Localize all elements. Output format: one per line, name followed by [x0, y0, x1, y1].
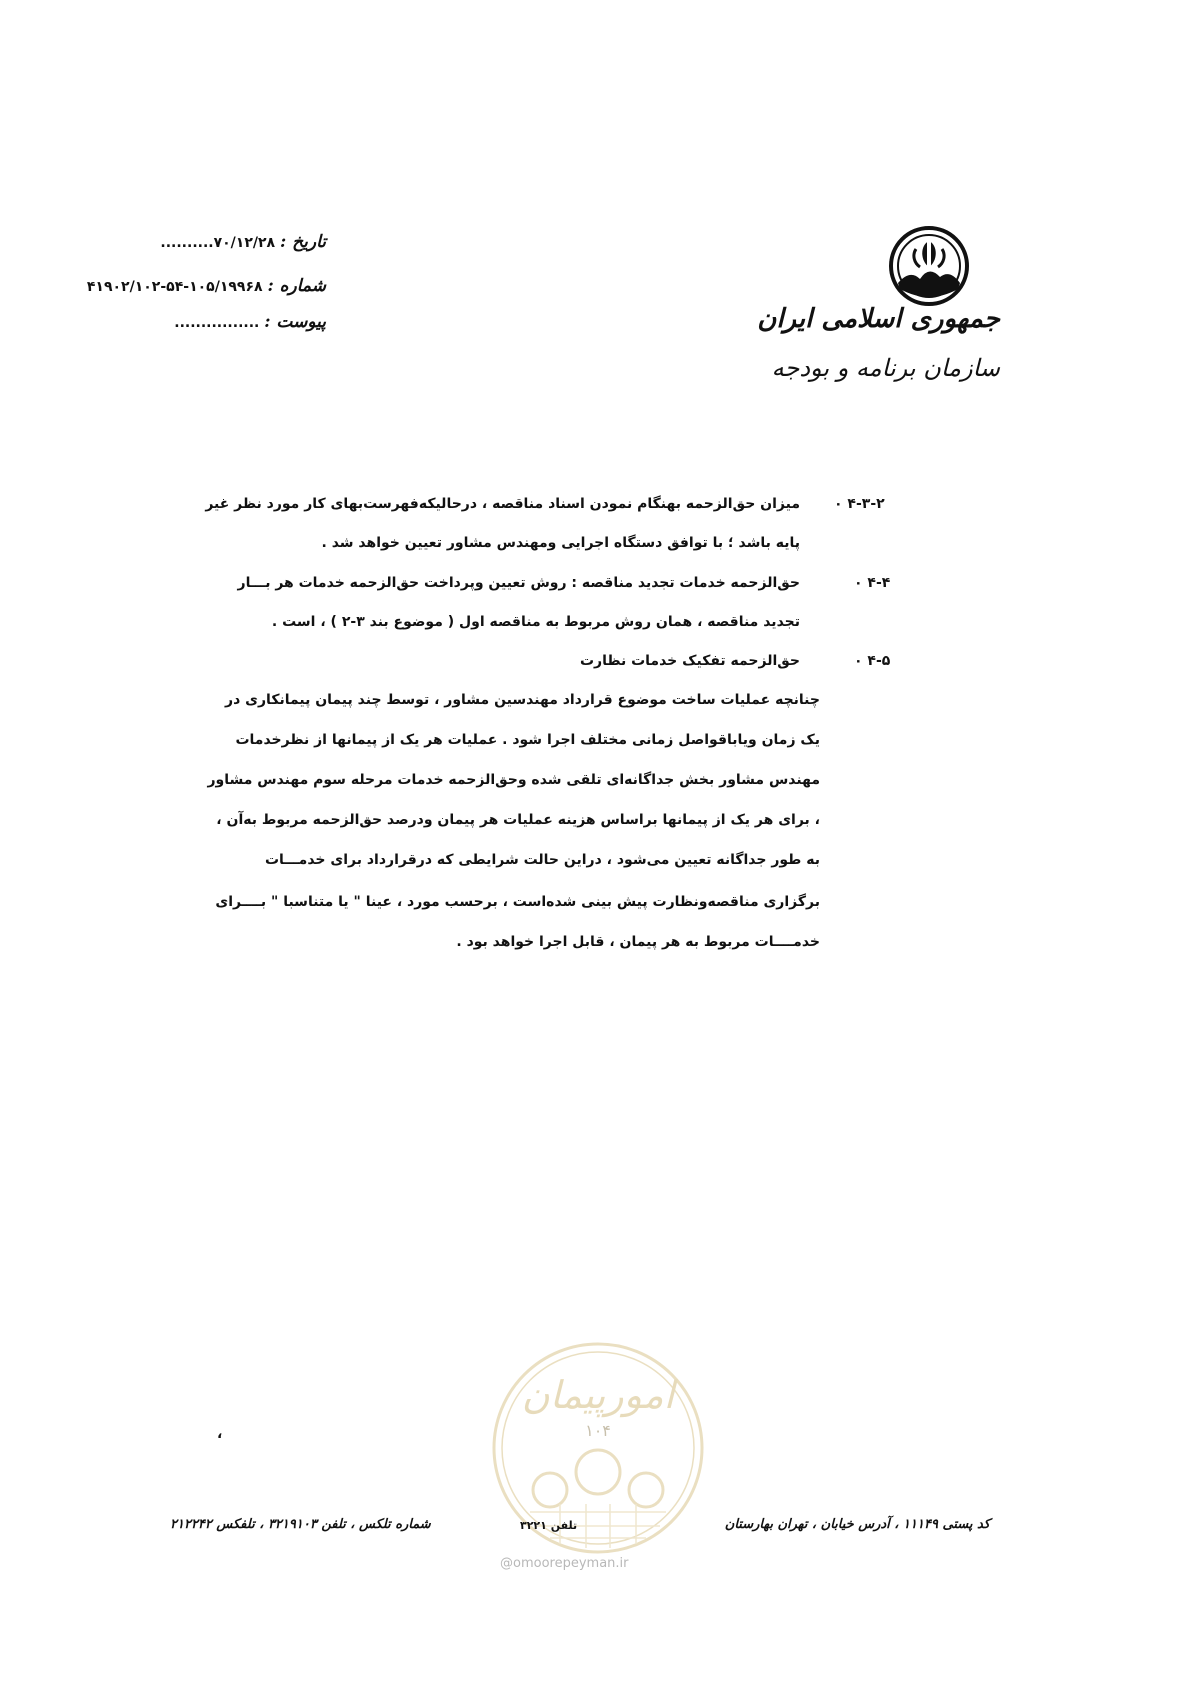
section-number: ۴-۴ ۰ — [854, 575, 891, 591]
body-line: مهندس مشاور بخش جداگانه‌ای تلقی شده وحق‌الزحمه خدمات مرحله سوم مهندس مشاور — [207, 772, 820, 788]
watermark-text: امورپیمان — [521, 1373, 675, 1417]
body-line: تجدید مناقصه ، همان روش مربوط به مناقصه اول ( موضوع بند ۳-۲ ) ، است . — [271, 614, 800, 630]
number-label: شماره : — [267, 276, 326, 296]
section-heading: حق‌الزحمه تفکیک خدمات نظارت — [579, 653, 800, 669]
attachment-label: پیوست : — [264, 312, 326, 332]
watermark-url: @omoorepeyman.ir — [500, 1556, 629, 1571]
body-line: به طور جداگانه تعیین می‌شود ، دراین حالت شرایطی که درقرارداد برای خدمـــات — [264, 852, 820, 868]
body-line: پایه باشد ؛ با توافق دستگاه اجرایی ومهندس مشاور تعیین خواهد شد . — [321, 535, 800, 551]
number-value: ۱۰۵/۱۹۹۶۸-۵۴-۴۱۹۰۲/۱۰۲ — [86, 279, 263, 295]
meta-number — [87, 276, 326, 296]
footer-contact: شماره تلکس ، تلفن ۳۲۱۹۱۰۳ ، تلفکس ۲۱۲۲۴۲ — [170, 1517, 431, 1532]
attachment-value: ................ — [174, 315, 260, 331]
body-line: برگزاری مناقصه‌ونظارت پیش بینی شده‌است ، برحسب مورد ، عینا " یا متناسبا " بــــرای — [215, 894, 820, 910]
country-title: جمهوری اسلامی ایران — [757, 304, 1000, 334]
body-line: حق‌الزحمه خدمات تجدید مناقصه : روش تعیین وپرداخت حق‌الزحمه خدمات هر بـــار — [237, 575, 800, 591]
organization-title: سازمان برنامه و بودجه — [771, 354, 1000, 382]
footer-center-phone: تلفن ۳۲۲۱ — [520, 1519, 578, 1532]
section-number: ۴-۳-۲ ۰ — [834, 496, 885, 512]
iran-emblem-logo — [888, 225, 970, 307]
body-line: ، برای هر یک از پیمانها براساس هزینه عملیات هر پیمان ودرصد حق‌الزحمه مربوط به‌آن ، — [216, 812, 820, 828]
body-line: میزان حق‌الزحمه بهنگام نمودن اسناد مناقصه ، درحالیکه‌فهرست‌بهای کار مورد نظر غیر — [205, 496, 800, 512]
footer-address: کد پستی ۱۱۱۴۹ ، آدرس خیابان ، تهران بهارستان — [724, 1517, 990, 1532]
date-label: تاریخ : — [279, 232, 326, 252]
body-line: خدمــــات مربوط به هر پیمان ، قابل اجرا خواهد بود . — [456, 934, 820, 950]
watermark-page-number: ۱۰۴ — [585, 1421, 611, 1440]
meta-attachment — [174, 312, 326, 332]
meta-date: تاریخ : ۷۰/۱۲/۲۸.......... — [160, 232, 326, 252]
body-line: چنانچه عملیات ساخت موضوع قرارداد مهندسین مشاور ، توسط چند پیمان پیمانکاری در — [225, 692, 820, 708]
stray-mark: ، — [217, 1426, 223, 1442]
date-value: ۷۰/۱۲/۲۸ — [213, 235, 276, 251]
body-line: یک زمان ویاباقواصل زمانی مختلف اجرا شود . عملیات هر یک از پیمانها از نظرخدمات — [235, 732, 820, 748]
section-number: ۴-۵ ۰ — [854, 653, 891, 669]
